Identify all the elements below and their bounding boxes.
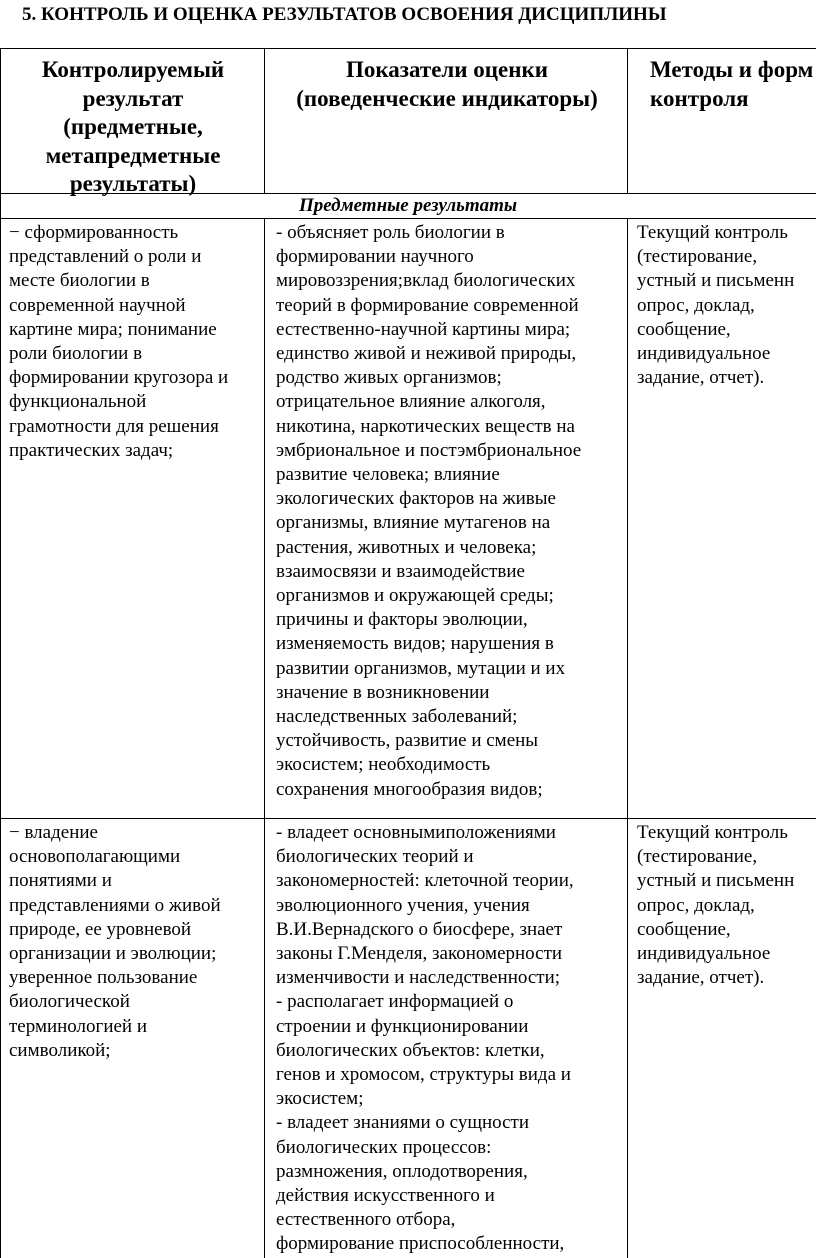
section-subject-results: Предметные результаты (298, 195, 518, 216)
row-methods-cell: Текущий контроль (тестирование, устный и письменн опрос, доклад, сообщение, индивидуальное задание, отчет). (637, 222, 795, 389)
header-control-methods: Методы и форм контроля (650, 57, 814, 111)
header-controlled-result: Контролируемый результат (предметные, метапредметные результаты) (41, 57, 225, 196)
row-indicators-cell: - объясняет роль биологии в формировании научного мировоззрения;вклад биологических теорий в формирование современной естественно-научной картины мира; единство живой и неживой природы, родство живых организмов; отрицательное влияние алкоголя, никотина, наркотических веществ на эмбриональное и постэмбриональное развитие человека; влияние экологических факторов на живые организмы, влияние мутагенов на растения, животных и человека; взаимосвязи и взаимодействие организмов и окружающей среды; причины и факторы эволюции, изменяемость видов; нарушения в развитии организмов, мутации и их значение в возникновении наследственных заболеваний; устойчивость, развитие и смены экосистем; необходимость сохранения многообразия видов; (276, 222, 582, 800)
table-border-top (0, 48, 816, 49)
page-title: 5. КОНТРОЛЬ И ОЦЕНКА РЕЗУЛЬТАТОВ ОСВОЕНИЯ ДИСЦИПЛИНЫ (22, 4, 667, 25)
row-indicators-cell: - владеет основнымиположениями биологических теорий и закономерностей: клеточной теории, эволюционного учения, учения В.И.Вернадского о биосфере, знает законы Г.Менделя, закономерности изменчивости и наследственности; - располагает информацией о строении и функционировании биологических объектов: клетки, генов и хромосом, структуры вида и экосистем; - владеет знаниями о сущности биологических процессов: размножения, оплодотворения, действия искусственного и естественного отбора, формирование приспособленности, (276, 822, 574, 1255)
table-row (0, 219, 816, 817)
row-result-cell: − сформированность представлений о роли и месте биологии в современной научной картине мира; понимание роли биологии в формировании кругозора и функциональной грамотности для решения практических задач; (9, 222, 229, 461)
row-methods-cell: Текущий контроль (тестирование, устный и письменн опрос, доклад, сообщение, индивидуальное задание, отчет). (637, 822, 795, 989)
row-result-cell: − владение основополагающими понятиями и представлениями о живой природе, ее уровневой организации и эволюции; уверенное пользование биологической терминологией и символикой; (9, 822, 221, 1061)
table-row (0, 819, 816, 1258)
table-border-col-2 (627, 48, 628, 194)
header-assessment-indicators: Показатели оценки (поведенческие индикаторы) (296, 57, 598, 111)
table-border-col-1 (264, 48, 265, 194)
